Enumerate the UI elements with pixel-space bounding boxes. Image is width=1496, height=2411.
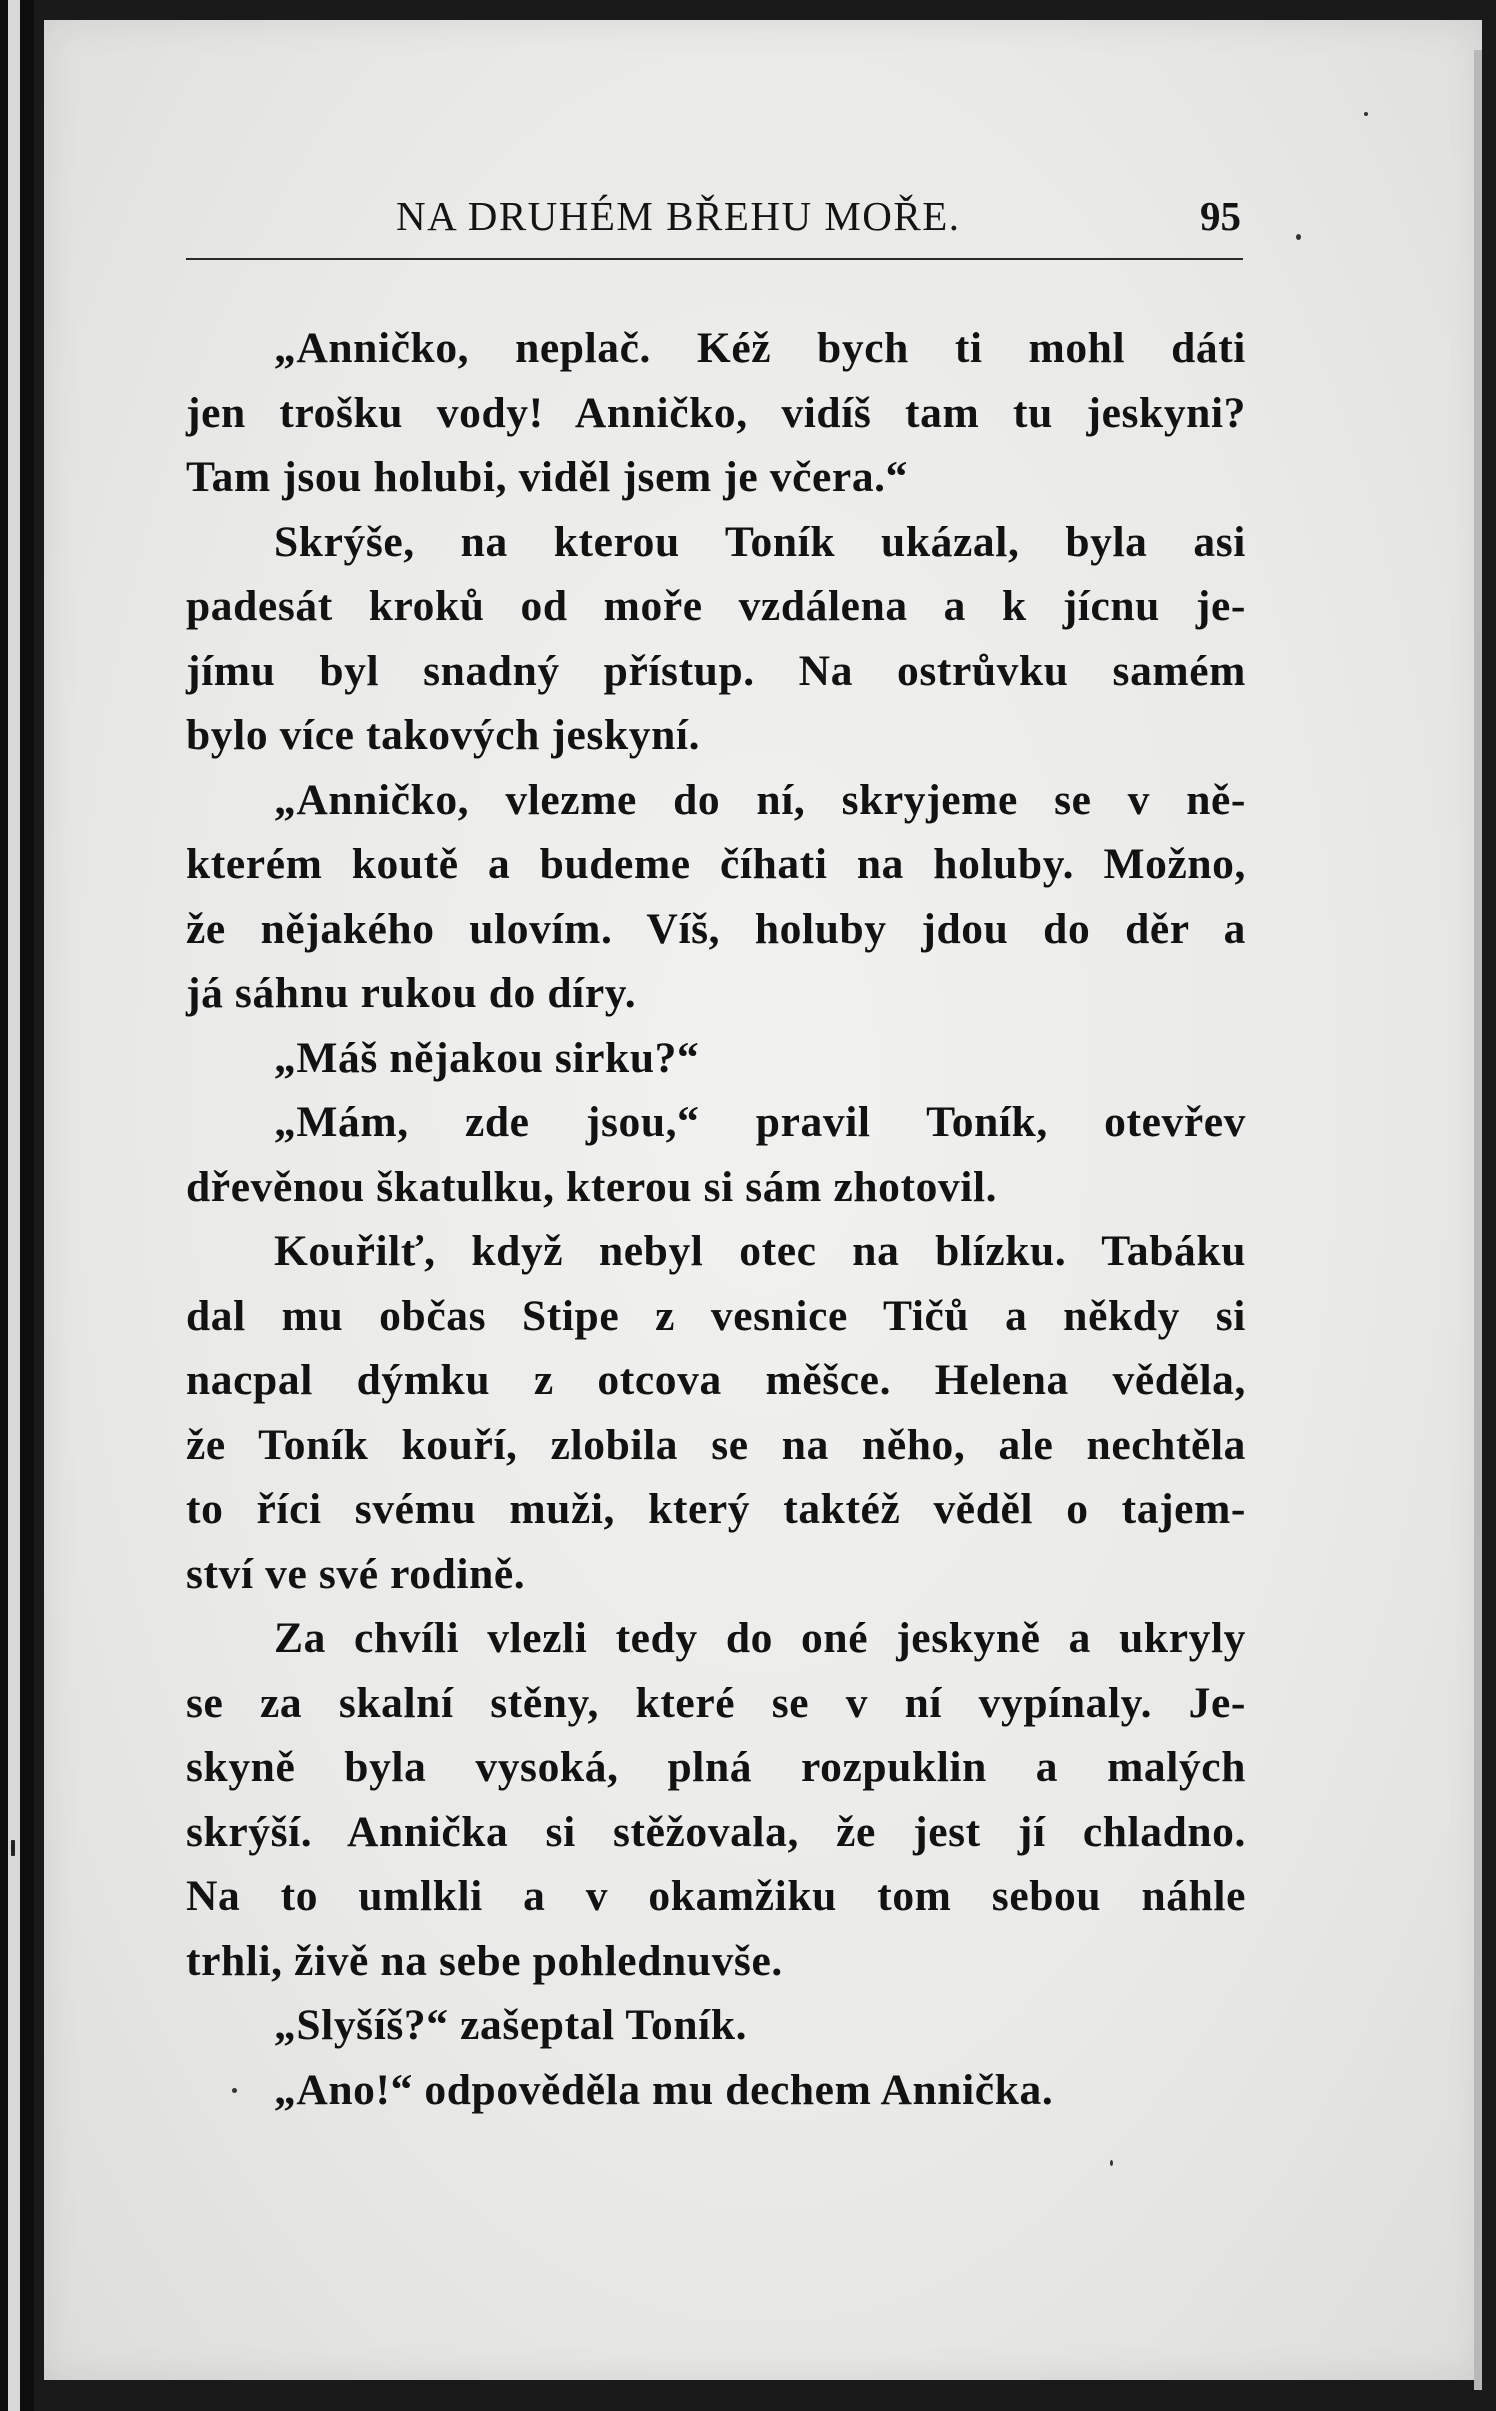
text-line: Na to umlkli a v okamžiku tom sebou náhle (186, 1872, 1246, 1920)
text-line: kterém koutě a budeme číhati na holuby. Možno, (186, 840, 1246, 888)
text-line: Za chvíli vlezli tedy do oné jeskyně a ukryly (274, 1614, 1246, 1662)
text-line: jen trošku vody! Anničko, vidíš tam tu jeskyni? (186, 388, 1246, 437)
running-header (396, 192, 1241, 242)
page-edge-shadow (1474, 50, 1482, 2390)
text-line: „Mám, zde jsou,“ pravil Toník, otevřev (274, 1098, 1246, 1146)
text-line: Kouřilť, když nebyl otec na blízku. Tabáku (274, 1227, 1246, 1275)
text-line: skrýší. Annička si stěžovala, že jest jí chladno. (186, 1807, 1246, 1856)
binding-edge (0, 0, 34, 2411)
text-line: jímu byl snadný přístup. Na ostrůvku samém (186, 646, 1246, 695)
text-line: „Slyšíš?“ zašeptal Toník. (274, 2001, 748, 2049)
text-line: že Toník kouří, zlobila se na něho, ale nechtěla (186, 1420, 1246, 1469)
dust-speck (11, 1840, 15, 1856)
text-line: že nějakého ulovím. Víš, holuby jdou do děr a (186, 904, 1246, 953)
text-line: bylo více takových jeskyní. (186, 711, 701, 759)
text-line: dal mu občas Stipe z vesnice Tičů a někdy si (186, 1291, 1246, 1340)
text-line: ství ve své rodině. (186, 1549, 526, 1598)
dust-speck (1110, 2160, 1113, 2166)
dust-speck (1296, 234, 1301, 240)
text-line: já sáhnu rukou do díry. (186, 969, 637, 1017)
page-number: 95 (1200, 193, 1241, 239)
dust-speck (1364, 112, 1368, 116)
text-line: to říci svému muži, který taktéž věděl o tajem- (186, 1485, 1246, 1533)
text-line: Skrýše, na kterou Toník ukázal, byla asi (274, 517, 1246, 566)
text-line: „Ano!“ odpověděla mu dechem Annička. (274, 2065, 1054, 2114)
text-line: dřevěnou škatulku, kterou si sám zhotovil. (186, 1162, 998, 1211)
header-rule (186, 258, 1243, 260)
text-line: skyně byla vysoká, plná rozpuklin a malých (186, 1743, 1246, 1791)
text-line: trhli, živě na sebe pohlednuvše. (186, 1936, 783, 1985)
text-line: se za skalní stěny, které se v ní vypínaly. Je- (186, 1678, 1246, 1727)
body-text (186, 316, 1246, 2122)
text-line: „Anničko, vlezme do ní, skryjeme se v ně- (274, 775, 1246, 824)
text-line: nacpal dýmku z otcova měšce. Helena věděla, (186, 1356, 1246, 1404)
dust-speck (232, 2088, 237, 2093)
text-line: „Máš nějakou sirku?“ (274, 1033, 700, 1082)
running-title: NA DRUHÉM BŘEHU MOŘE. (396, 193, 961, 239)
text-line: padesát kroků od moře vzdálena a k jícnu je- (186, 582, 1246, 630)
facing-page-edge (8, 0, 20, 2411)
text-line: Tam jsou holubi, viděl jsem je včera.“ (186, 453, 909, 501)
text-line: „Anničko, neplač. Kéž bych ti mohl dáti (274, 324, 1246, 372)
